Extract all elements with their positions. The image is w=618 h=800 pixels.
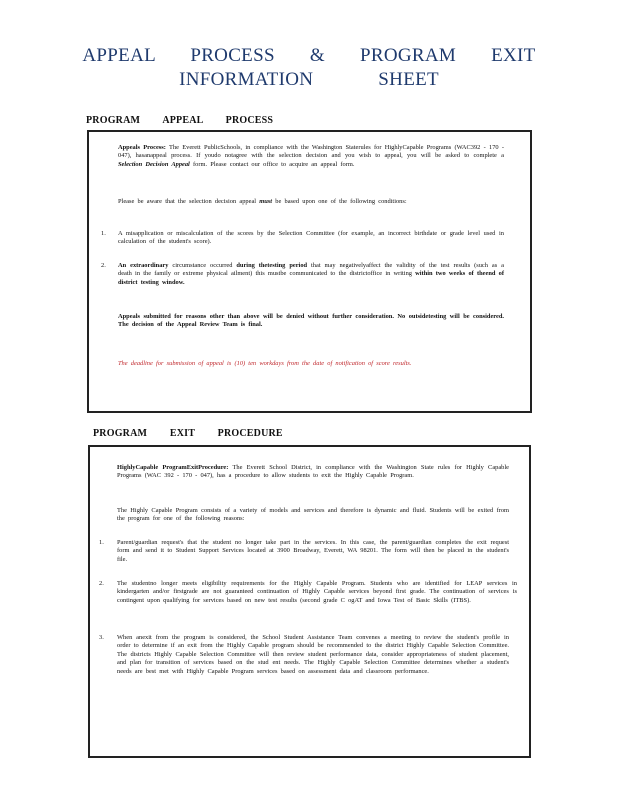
appeal-item-2	[118, 262, 504, 287]
appeal-item-2-mid2: that may negativelyaffect the validity of the test results (such as a death in the family or extreme physical ailment) this mustbe communicated to the districtoffice in writing	[118, 262, 505, 278]
appeal-intro-paragraph	[118, 144, 504, 169]
appeal-item-1	[118, 230, 504, 247]
exit-item-2-text: The studentno longer meets eligibility requirements for the Highly Capable Program. Students who are identified for LEAP services in kindergarten and/or firstgrade are not guaranteed continuation of Highly Capable services beyond first grade. The continuation of services is contingent upon qualifying for services based on new test results (second grade C ogAT and Iowa Test of Basic Skills (ITBS).	[117, 580, 517, 604]
appeal-deadline-notice	[118, 360, 504, 368]
exit-item-3-number: 3.	[99, 634, 104, 641]
appeal-item-2-testing-period: during thetesting period	[236, 262, 308, 269]
exit-program-paragraph	[117, 507, 509, 524]
appeal-intro-end: form. Please contact our office to acquire an appeal form.	[189, 160, 355, 168]
appeal-item-2-number: 2.	[101, 262, 106, 269]
appeal-item-1-number: 1.	[101, 230, 106, 237]
appeal-basis-pre: Please be aware that the selection decision appeal	[118, 198, 260, 205]
appeal-denial-text: Appeals submitted for reasons other than above will be denied without further consideration. No outsidetesting will be considered. The decision of the Appeal Review Team is final.	[118, 313, 504, 329]
appeal-deadline-text: The deadline for submission of appeal is (10) ten workdays from the date of notification of score results.	[118, 360, 412, 367]
appeal-basis-must: must	[259, 198, 273, 205]
appeal-intro-text: The Everett PublicSchools, in compliance with the Washington Staterules for HighlyCapable Programs (WAC392 - 170 - 047), hasanappeal process. If youdo notagree with the selection decision and you wish to appeal, you will be asked to complete a	[118, 144, 505, 160]
exit-section-heading: PROGRAM EXIT PROCEDURE	[93, 428, 283, 439]
title-line-1: APPEAL PROCESS & PROGRAM EXIT	[82, 45, 536, 66]
exit-intro-label: HighlyCapable ProgramExitProcedure:	[117, 464, 229, 471]
exit-item-1-text: Parent/guardian request's that the student no longer take part in the services. In this case, the parent/guardian completes the exit request form and send it to Student Support Services located at 3900 Broadway, Everett, WA 98201. The form will then be placed in the student's file.	[117, 539, 509, 563]
exit-item-3	[117, 634, 509, 676]
exit-item-3-text: When anexit from the program is considered, the School Student Assistance Team convenes a meeting to review the student's profile in order to determine if an exit from the Highly Capable program should be recommended to the district Highly Capable Selection Committee. The districts Highly Capable Selection Committee will then review student performance data, consider appropriateness of student placement, and plan for transition of services based on the stud ent needs. The Highly Capable Selection Committee determines whether a student's needs are best met with Highly Capable Program services based on assessment data and classroom performance.	[117, 634, 509, 675]
appeal-item-1-text: A misapplication or miscalculation of the scores by the Selection Committee (for example, an incorrect birthdate or grade level used in calculation of the student's score).	[118, 230, 504, 246]
title-line-2: INFORMATION SHEET	[179, 69, 439, 90]
appeal-denial-notice	[118, 313, 504, 330]
exit-intro-text: The Everett School District, in compliance with the Washington State rules for Highly Capable Programs (WAC 392 - 170 - 047), has a procedure to allow students to exit the Highly Capable Program.	[117, 464, 509, 480]
exit-item-1-number: 1.	[99, 539, 104, 546]
appeal-item-2-deadline: within two weeks of theend of district testing window.	[118, 270, 504, 286]
appeal-section-heading: PROGRAM APPEAL PROCESS	[86, 115, 274, 126]
appeal-form-name: Selection Decision Appeal	[118, 160, 190, 168]
exit-item-2	[117, 580, 517, 605]
appeal-item-2-mid1: circumstance occurred	[168, 262, 237, 269]
appeal-item-2-label: An extraordinary	[118, 262, 169, 269]
appeal-basis-post: be based upon one of the following conditions:	[272, 198, 407, 205]
exit-item-1	[117, 539, 509, 564]
document-title	[0, 44, 618, 92]
exit-program-text: The Highly Capable Program consists of a variety of models and services and therefore is dynamic and fluid. Students will be exited from the program for one of the following reasons:	[117, 507, 509, 523]
exit-item-2-number: 2.	[99, 580, 104, 587]
appeal-intro-label: Appeals Process:	[118, 144, 166, 151]
appeal-basis-paragraph	[118, 198, 504, 206]
exit-intro-paragraph	[117, 464, 509, 481]
